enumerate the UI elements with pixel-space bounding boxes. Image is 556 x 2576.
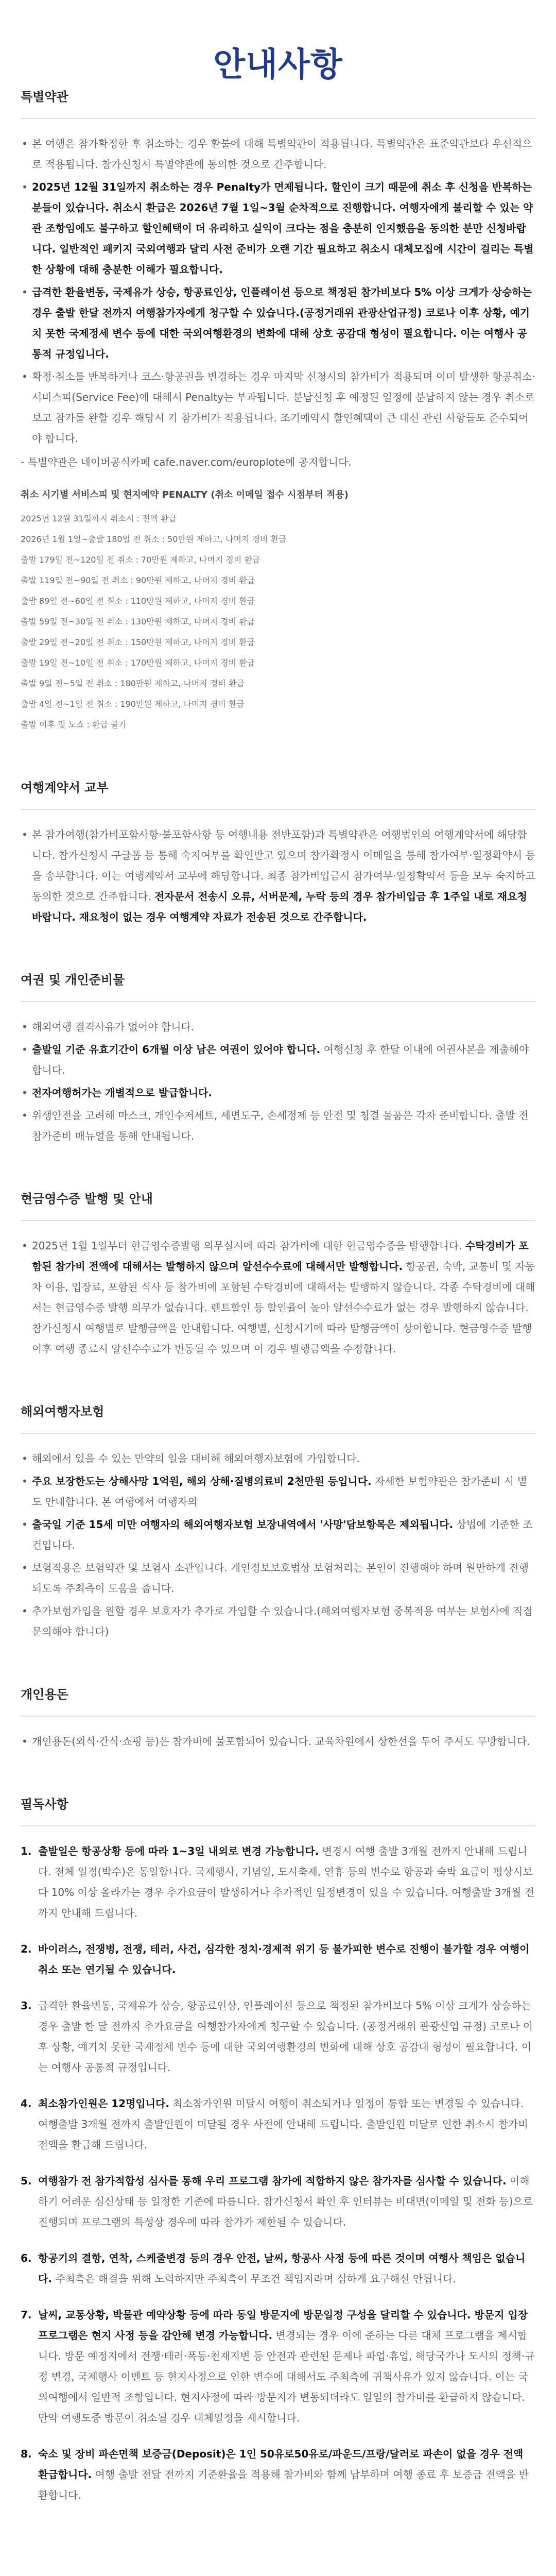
- section-receipt: [21, 1189, 535, 1359]
- penalty-row: 출발 29일 전~20일 전 취소 : 150만원 제하고, 나머지 경비 환급: [21, 637, 255, 647]
- penalty-table-title: 취소 시기별 서비스피 및 현지예약 PENALTY (취소 이메일 접수 시점부터 적용): [21, 489, 349, 500]
- section-contract: [21, 777, 535, 927]
- numbered-item: 1. 출발일은 항공상황 등에 따라 1~3일 내외로 변경 가능합니다. 변경시 여행 출발 3개월 전까지 안내해 드립니다. 전체 일정(박수)은 동일합니다. 국제행사, 기념일, 도시축제, 연휴 등의 변수로 항공과 숙박 요금이 평상시보다 10% 이상 올라가는 경우 추가요금이 발생하거나 추가적인 일정변경이 있을 수 있습니다. 여행출발 3개월 전까지 안내해 드립니다.: [21, 1845, 534, 1919]
- section-heading: 현금영수증 발행 및 안내: [21, 1189, 535, 1221]
- section-heading: 여행계약서 교부: [21, 777, 535, 810]
- list-item: • 본 참가여행(참가비포함사항·불포함사항 등 여행내용 전반포함)과 특별약관은 여행법인의 여행계약서에 해당합니다. 참가신청시 구글폼 등 통해 숙지여부를 확인받고 있으며 참가확정시 이메일을 통해 참가여부·일정확약서 등을 송부합니다. 이는 여행계약서 교부에 해당합니다. 최종 참가비입금시 참가여부·일정확약서 등을 모두 숙지하고 동의한 것으로 간주합니다. 전자문서 전송시 오류, 서버문제, 누락 등의 경우 참가비입금 후 1주일 내로 재요청 바랍니다. 재요청이 없는 경우 여행계약 자료가 전송된 것으로 간주합니다.: [21, 824, 535, 927]
- section-heading: 특별약관: [21, 87, 535, 119]
- list-item: • 출국일 기준 15세 미만 여행자의 해외여행자보험 보장내역에서 '사망'담보항목은 제외됩니다. 상법에 기준한 조건입니다.: [21, 1514, 535, 1555]
- page-title: 안내사항: [213, 46, 343, 84]
- section-special-terms: [21, 87, 535, 735]
- content: [0, 87, 556, 2505]
- section-heading: 필독사항: [21, 1794, 535, 1826]
- list-item: • 2025년 12월 31일까지 취소하는 경우 Penalty가 면제됩니다. 할인이 크기 때문에 취소 후 신청을 반복하는 분들이 있습니다. 취소시 환급은 2026년 7월 1일~3월 순차적으로 진행합니다. 여행자에게 불리할 수 있는 약관 조항임에도 불구하고 할인혜택이 더 유리하고 실익이 크다는 점을 충분히 인지했음을 동의한 분만 신청바랍니다. 일반적인 패키지 국외여행과 달리 사전 준비가 오랜 기간 필요하고 취소시 대체모집에 시간이 걸리는 특별한 상황에 대해 충분한 이해가 필요합니다.: [21, 177, 535, 280]
- list-item: • 개인용돈(외식·간식·쇼핑 등)은 참가비에 불포함되어 있습니다. 교육차원에서 상한선을 두어 주셔도 무방합니다.: [21, 1731, 535, 1752]
- list-item: • 급격한 환율변동, 국제유가 상승, 항공료인상, 인플레이션 등으로 책정된 참가비보다 5% 이상 크게가 상승하는 경우 출발 한달 전까지 여행참가자에게 청구할 수 있습니다.(공정거래위 관광산업규정) 코로나 이후 상황, 예기치 못한 국제정세 변수 등에 대한 국외여행환경의 변화에 대해 상호 공감대 형성이 필요합니다. 이는 여행사 공통적 규정입니다.: [21, 282, 535, 364]
- bullet-list: [21, 1731, 535, 1752]
- numbered-item: 7. 날씨, 교통상황, 박물관 예약상황 등에 따라 동일 방문지에 방문일정 구성을 달리할 수 있습니다. 방문지 입장 프로그램은 현지 사정 등을 감안해 변경 가능합니다. 변경되는 경우 이에 준하는 다른 대체 프로그램을 제시합니다. 방문 예정지에서 전쟁·테러·폭동·천재지변 등 안전과 관련된 문제나 파업·휴업, 해당국가나 도시의 정책·규정 변경, 국제행사 이벤트 등 현지사정으로 인한 변수에 대해서도 주최측에 귀책사유가 있지 않습니다. 이는 국외여행에서 일반적 조항입니다. 현지사정에 따라 방문지가 변동되더라도 일일의 참가비를 환급하지 않습니다. 만약 여행도중 방문이 취소될 경우 대체일정을 제시합니다.: [21, 2309, 535, 2424]
- list-item: • 전자여행허가는 개별적으로 발급합니다.: [21, 1082, 535, 1103]
- numbered-item: 4. 최소참가인원은 12명입니다. 최소참가인원 미달시 여행이 취소되거나 일정이 통합 또는 변경될 수 있습니다. 여행출발 3개월 전까지 출발인원이 미달될 경우 사전에 안내해 드립니다. 출발인원 미달로 인한 취소시 참가비 전액을 환급해 드립니다.: [21, 2097, 528, 2151]
- bullet-list: [21, 1016, 535, 1146]
- list-item: • 위생안전을 고려해 마스크, 개인수저세트, 세면도구, 손세정제 등 안전 및 청결 물품은 각자 준비합니다. 출발 전 참가준비 매뉴얼을 통해 안내됩니다.: [21, 1105, 535, 1146]
- penalty-row: 2026년 1월 1일~출발 180일 전 취소 : 50만원 제하고, 나머지 경비 환급: [21, 534, 287, 544]
- cafe-note: - 특별약관은 네이버공식카페 cafe.naver.com/europlote에 공지합니다.: [21, 456, 352, 468]
- section-heading: 해외여행자보험: [21, 1401, 535, 1434]
- numbered-list: [21, 1841, 535, 2505]
- bullet-list: [21, 133, 535, 449]
- section-heading: 개인용돈: [21, 1684, 535, 1717]
- penalty-row: 2025년 12월 31일까지 취소시 : 전액 환급: [21, 514, 177, 523]
- numbered-item: 3. 급격한 환율변동, 국제유가 상승, 항공료인상, 인플레이션 등으로 책정된 참가비보다 5% 이상 크게가 상승하는 경우 출발 한 달 전까지 추가요금을 여행참가자에게 청구할 수 있습니다. (공정거래위 관광산업 규정) 코로나 이후 상황, 예기치 못한 국제정세 변수 등에 대한 국외여행환경의 변화에 대해 상호 공감대 형성이 필요합니다. 이는 여행사 공통적 규정입니다.: [21, 1999, 533, 2074]
- list-item: • 보험적용은 보험약관 및 보험사 소관입니다. 개인정보보호법상 보험처리는 본인이 진행해야 하며 원만하게 진행되도록 주최측이 도움을 줍니다.: [21, 1557, 535, 1599]
- penalty-row: 출발 119일 전~90일 전 취소 : 90만원 제하고, 나머지 경비 환급: [21, 575, 255, 585]
- list-item: • 출발일 기준 유효기간이 6개월 이상 남은 여권이 있어야 합니다. 여행신청 후 한달 이내에 여권사본을 제출해야 합니다.: [21, 1039, 535, 1080]
- numbered-item: 8. 숙소 및 장비 파손면책 보증금(Deposit)은 1인 50유로50유로/파운드/프랑/달러로 파손이 없을 경우 전액 환급합니다. 여행 출발 전달 전까지 기준환율을 적용해 참가비와 함께 납부하며 여행 종료 후 보증금 전액을 반환합니다.: [21, 2448, 529, 2501]
- penalty-row: 출발 이후 및 노쇼 : 환급 불가: [21, 720, 127, 730]
- penalty-row: 출발 179일 전~120일 전 취소 : 70만원 제하고, 나머지 경비 환급: [21, 555, 260, 565]
- penalty-row: 출발 59일 전~30일 전 취소 : 130만원 제하고, 나머지 경비 환급: [21, 617, 255, 626]
- numbered-item: 2. 바이러스, 전쟁병, 전쟁, 테러, 사건, 심각한 정치·경제적 위기 등 불가피한 변수로 진행이 불가할 경우 여행이 취소 또는 연기될 수 있습니다.: [21, 1943, 530, 1976]
- numbered-item: 6. 항공기의 결항, 연착, 스케줄변경 등의 경우 안전, 날씨, 항공사 사정 등에 따른 것이며 여행사 책임은 없습니다. 주최측은 해결을 위해 노력하지만 주최측이 무조건 책임지라며 심하게 요구해선 안됩니다.: [21, 2252, 526, 2285]
- section-must-read: [21, 1794, 535, 2505]
- penalty-row: 출발 9일 전~5일 전 취소 : 180만원 제하고, 나머지 경비 환급: [21, 679, 245, 688]
- penalty-table: [21, 509, 535, 735]
- penalty-row: 출발 89일 전~60일 전 취소 : 110만원 제하고, 나머지 경비 환급: [21, 596, 255, 606]
- penalty-row: 출발 4일 전~1일 전 취소 : 190만원 제하고, 나머지 경비 환급: [21, 699, 245, 709]
- bullet-list: [21, 1448, 535, 1642]
- numbered-item: 5. 여행참가 전 참가적합성 심사를 통해 우리 프로그램 참가에 적합하지 않은 참가자를 심사할 수 있습니다. 이해하기 어려운 심신상태 등 일정한 기준에 따릅니다. 참가신청서 확인 후 인터뷰는 비대면(이메일 및 전화 등)으로 진행되며 프로그램의 특성상 경우에 따라 참가가 제한될 수 있습니다.: [21, 2175, 533, 2228]
- section-insurance: [21, 1401, 535, 1642]
- list-item: • 본 여행은 참가확정한 후 취소하는 경우 환불에 대해 특별약관이 적용됩니다. 특별약관은 표준약관보다 우선적으로 적용됩니다. 참가신청시 특별약관에 동의한 것으로 간주합니다.: [21, 133, 535, 175]
- list-item: • 2025년 1월 1일부터 현금영수증발행 의무실시에 따라 참가비에 대한 현금영수증을 발행합니다. 수탁경비가 포함된 참가비 전액에 대해서는 발행하지 않으며 알선수수료에 대해서만 발행합니다. 항공권, 숙박, 교통비 및 자동차 이용, 입장료, 포함된 식사 등 참가비에 포함된 수탁경비에 대해서는 발행하지 않습니다. 각종 수탁경비에 대해서는 현금영수증 발행 의무가 없습니다. 렌트할인 등 할인율이 높아 알선수수료가 없는 경우 발행하지 않습니다. 참가신청시 여행별로 발행금액을 안내합니다. 여행별, 신청시기에 따라 발행금액이 상이합니다. 현금영수증 발행 이후 여행 종료시 알선수수료가 변동될 수 있으며 이 경우 발행금액을 수정합니다.: [21, 1235, 535, 1359]
- penalty-row: 출발 19일 전~10일 전 취소 : 170만원 제하고, 나머지 경비 환급: [21, 658, 255, 668]
- list-item: • 주요 보장한도는 상해사망 1억원, 해외 상해·질병의료비 2천만원 등입니다. 자세한 보험약관은 참가준비 시 별도 안내합니다. 본 여행에서 여행자의: [21, 1471, 535, 1512]
- section-heading: 여권 및 개인준비물: [21, 970, 535, 1002]
- bullet-list: [21, 824, 535, 927]
- bullet-list: [21, 1235, 535, 1359]
- list-item: • 해외에서 있을 수 있는 만약의 일을 대비해 해외여행자보험에 가입합니다.: [21, 1448, 535, 1469]
- section-passport: [21, 970, 535, 1146]
- list-item: • 해외여행 결격사유가 없어야 합니다.: [21, 1016, 535, 1037]
- list-item: • 추가보험가입을 원할 경우 보호자가 추가로 가입할 수 있습니다.(해외여행자보험 중복적용 여부는 보험사에 직접 문의해야 합니다): [21, 1601, 535, 1642]
- section-pocket-money: [21, 1684, 535, 1752]
- list-item: • 확정·취소를 반복하거나 코스·항공권을 변경하는 경우 마지막 신청시의 참가비가 적용되며 이미 발생한 항공취소·서비스피(Service Fee)에 대해서 Penalty는 부과됩니다. 분납신청 후 예정된 일정에 분납하지 않는 경우 취소로 보고 참가를 완할 경우 해당시 기 참가비가 적용됩니다. 조기예약시 할인혜택이 큰 대신 관련 사항들도 준수되어야 합니다.: [21, 366, 535, 449]
